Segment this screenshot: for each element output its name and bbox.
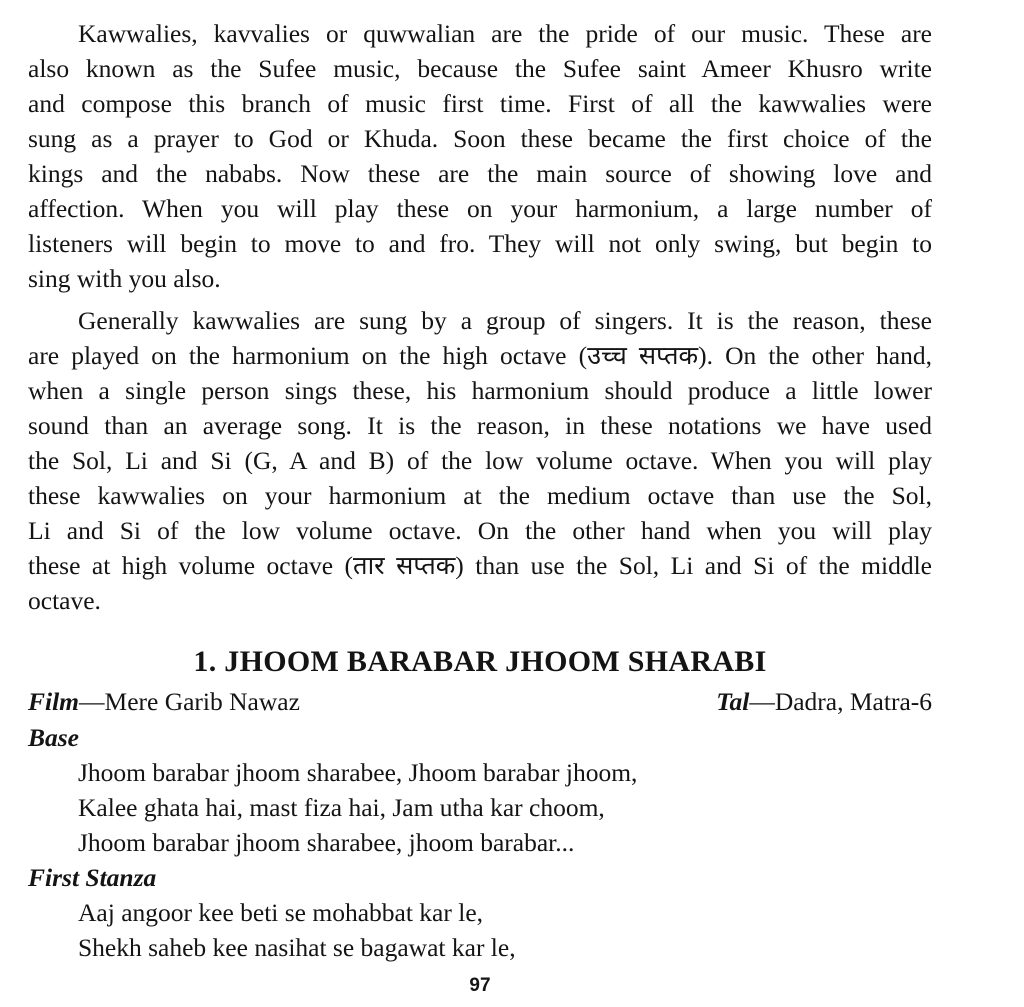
tal-info [716,684,932,719]
paragraph-line: sound than an average song. It is the reason, in these notations we have used [28,411,932,440]
paragraph-line: these at high volume octave (तार सप्तक) than use the Sol, Li and Si of the middle [28,551,932,580]
lyric-line: Jhoom barabar jhoom sharabee, jhoom barabar... [78,828,575,857]
film-label: Film [28,687,80,716]
paragraph-line: and compose this branch of music first time. First of all the kawwalies were [28,89,932,118]
paragraph-line: Kawwalies, kavvalies or quwwalian are the pride of our music. These are [78,19,932,48]
paragraph-line: when a single person sings these, his harmonium should produce a little lower [28,376,932,405]
paragraph-line: listeners will begin to move to and fro. They will not only swing, but begin to [28,229,932,258]
paragraph-line: kings and the nababs. Now these are the main source of showing love and [28,159,932,188]
lyric-line: Jhoom barabar jhoom sharabee, Jhoom barabar jhoom, [78,758,638,787]
lyric-line: Kalee ghata hai, mast fiza hai, Jam utha kar choom, [78,793,605,822]
tal-value: —Dadra, Matra-6 [749,687,932,716]
lyric-line: Aaj angoor kee beti se mohabbat kar le, [78,898,484,927]
paragraph-line: Generally kawwalies are sung by a group of singers. It is the reason, these [78,306,932,335]
paragraph-line: Li and Si of the low volume octave. On the other hand when you will play [28,516,932,545]
paragraph-line: also known as the Sufee music, because the Sufee saint Ameer Khusro write [28,54,932,83]
stanza-label: First Stanza [28,863,157,892]
film-value: —Mere Garib Nawaz [79,687,300,716]
paragraph-line: sing with you also. [28,264,221,293]
film-info [28,684,300,719]
paragraph-line: are played on the harmonium on the high octave (उच्च सप्तक). On the other hand, [28,341,932,370]
base-label: Base [28,723,79,752]
tal-label: Tal [716,687,750,716]
paragraph-line: octave. [28,586,101,615]
lyric-line: Shekh saheb kee nasihat se bagawat kar le, [78,933,516,962]
song-title: 1. JHOOM BARABAR JHOOM SHARABI [193,645,767,678]
paragraph-line: these kawwalies on your harmonium at the medium octave than use the Sol, [28,481,932,510]
paragraph-line: affection. When you will play these on your harmonium, a large number of [28,194,932,223]
paragraph-line: sung as a prayer to God or Khuda. Soon these became the first choice of the [28,124,932,153]
paragraph-line: the Sol, Li and Si (G, A and B) of the low volume octave. When you will play [28,446,932,475]
page-number: 97 [469,975,491,996]
